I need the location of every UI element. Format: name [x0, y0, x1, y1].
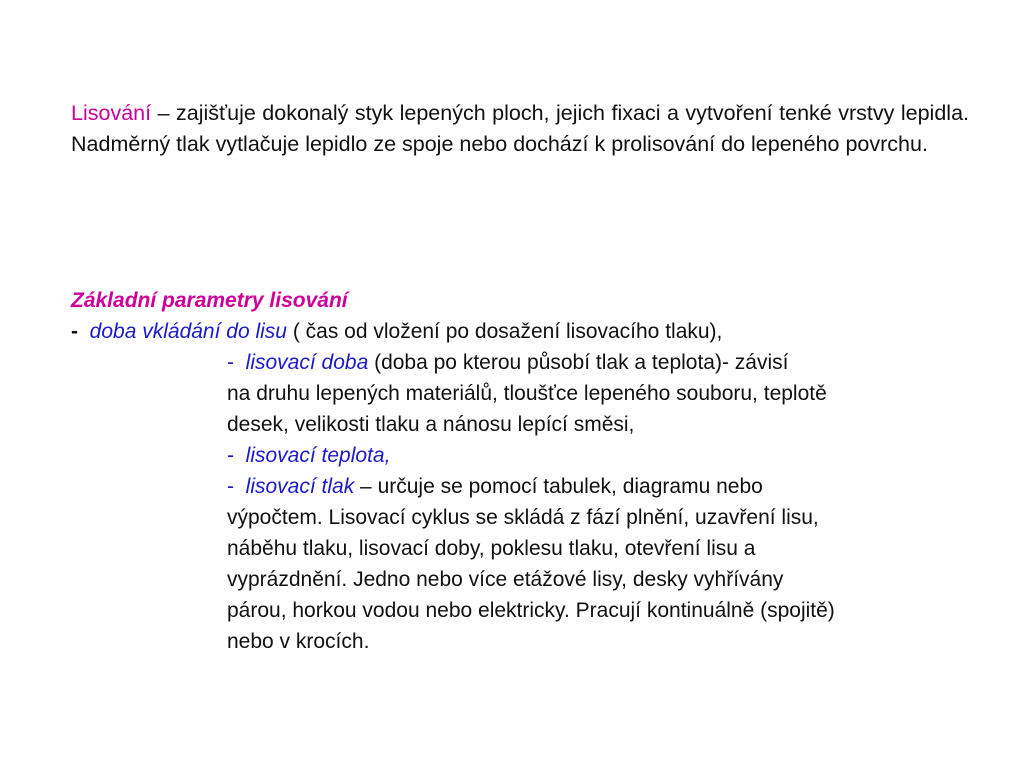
item-text-line: náběhu tlaku, lisovací doby, poklesu tlaku, otevření lisu a [227, 537, 756, 560]
intro-paragraph [71, 98, 969, 160]
section-heading: Základní parametry lisování [71, 289, 348, 312]
term-dash: – [151, 101, 177, 125]
item-text-line: výpočtem. Lisovací cyklus se skládá z fází plnění, uzavření lisu, [227, 506, 819, 529]
item-text: (doba po kterou působí tlak a teplota)- závisí [368, 351, 789, 374]
item-term: doba vkládání do lisu [89, 320, 287, 343]
item-text: ( čas od vložení po dosažení lisovacího tlaku), [286, 320, 723, 343]
item-text-line: párou, horkou vodou nebo elektricky. Pracují kontinuálně (spojitě) [227, 599, 835, 622]
item-text-line: nebo v krocích. [227, 630, 370, 653]
item-term: lisovací tlak [245, 475, 355, 498]
bullet-dash: - [227, 351, 234, 374]
list-item-doba-vkladani [71, 316, 991, 347]
term-lisovani: Lisování [71, 101, 152, 125]
intro-text: zajišťuje dokonalý styk lepených ploch, jejich fixaci a vytvoření tenké vrstvy lepidla. Nadměrný tlak vytlačuje lepidlo ze spoje nebo dochází k prolisování do lepeného povrchu. [71, 101, 970, 156]
item-term: lisovací doba [245, 351, 369, 374]
item-text: – určuje se pomocí tabulek, diagramu nebo [354, 475, 763, 498]
item-text-line: na druhu lepených materiálů, tloušťce lepeného souboru, teplotě [227, 382, 827, 405]
list-item-lisovaci-teplota [71, 440, 991, 471]
list-item-lisovaci-doba [71, 347, 991, 440]
item-text-line: vyprázdnění. Jedno nebo více etážové lisy, desky vyhřívány [227, 568, 784, 591]
bullet-dash: - [71, 320, 78, 343]
item-text-line: desek, velikosti tlaku a nánosu lepící směsi, [227, 413, 635, 436]
bullet-dash: - [227, 475, 234, 498]
list-item-lisovaci-tlak [71, 471, 991, 657]
bullet-dash: - [227, 444, 234, 467]
item-term: lisovací teplota, [245, 444, 391, 467]
parameters-section [71, 285, 991, 657]
